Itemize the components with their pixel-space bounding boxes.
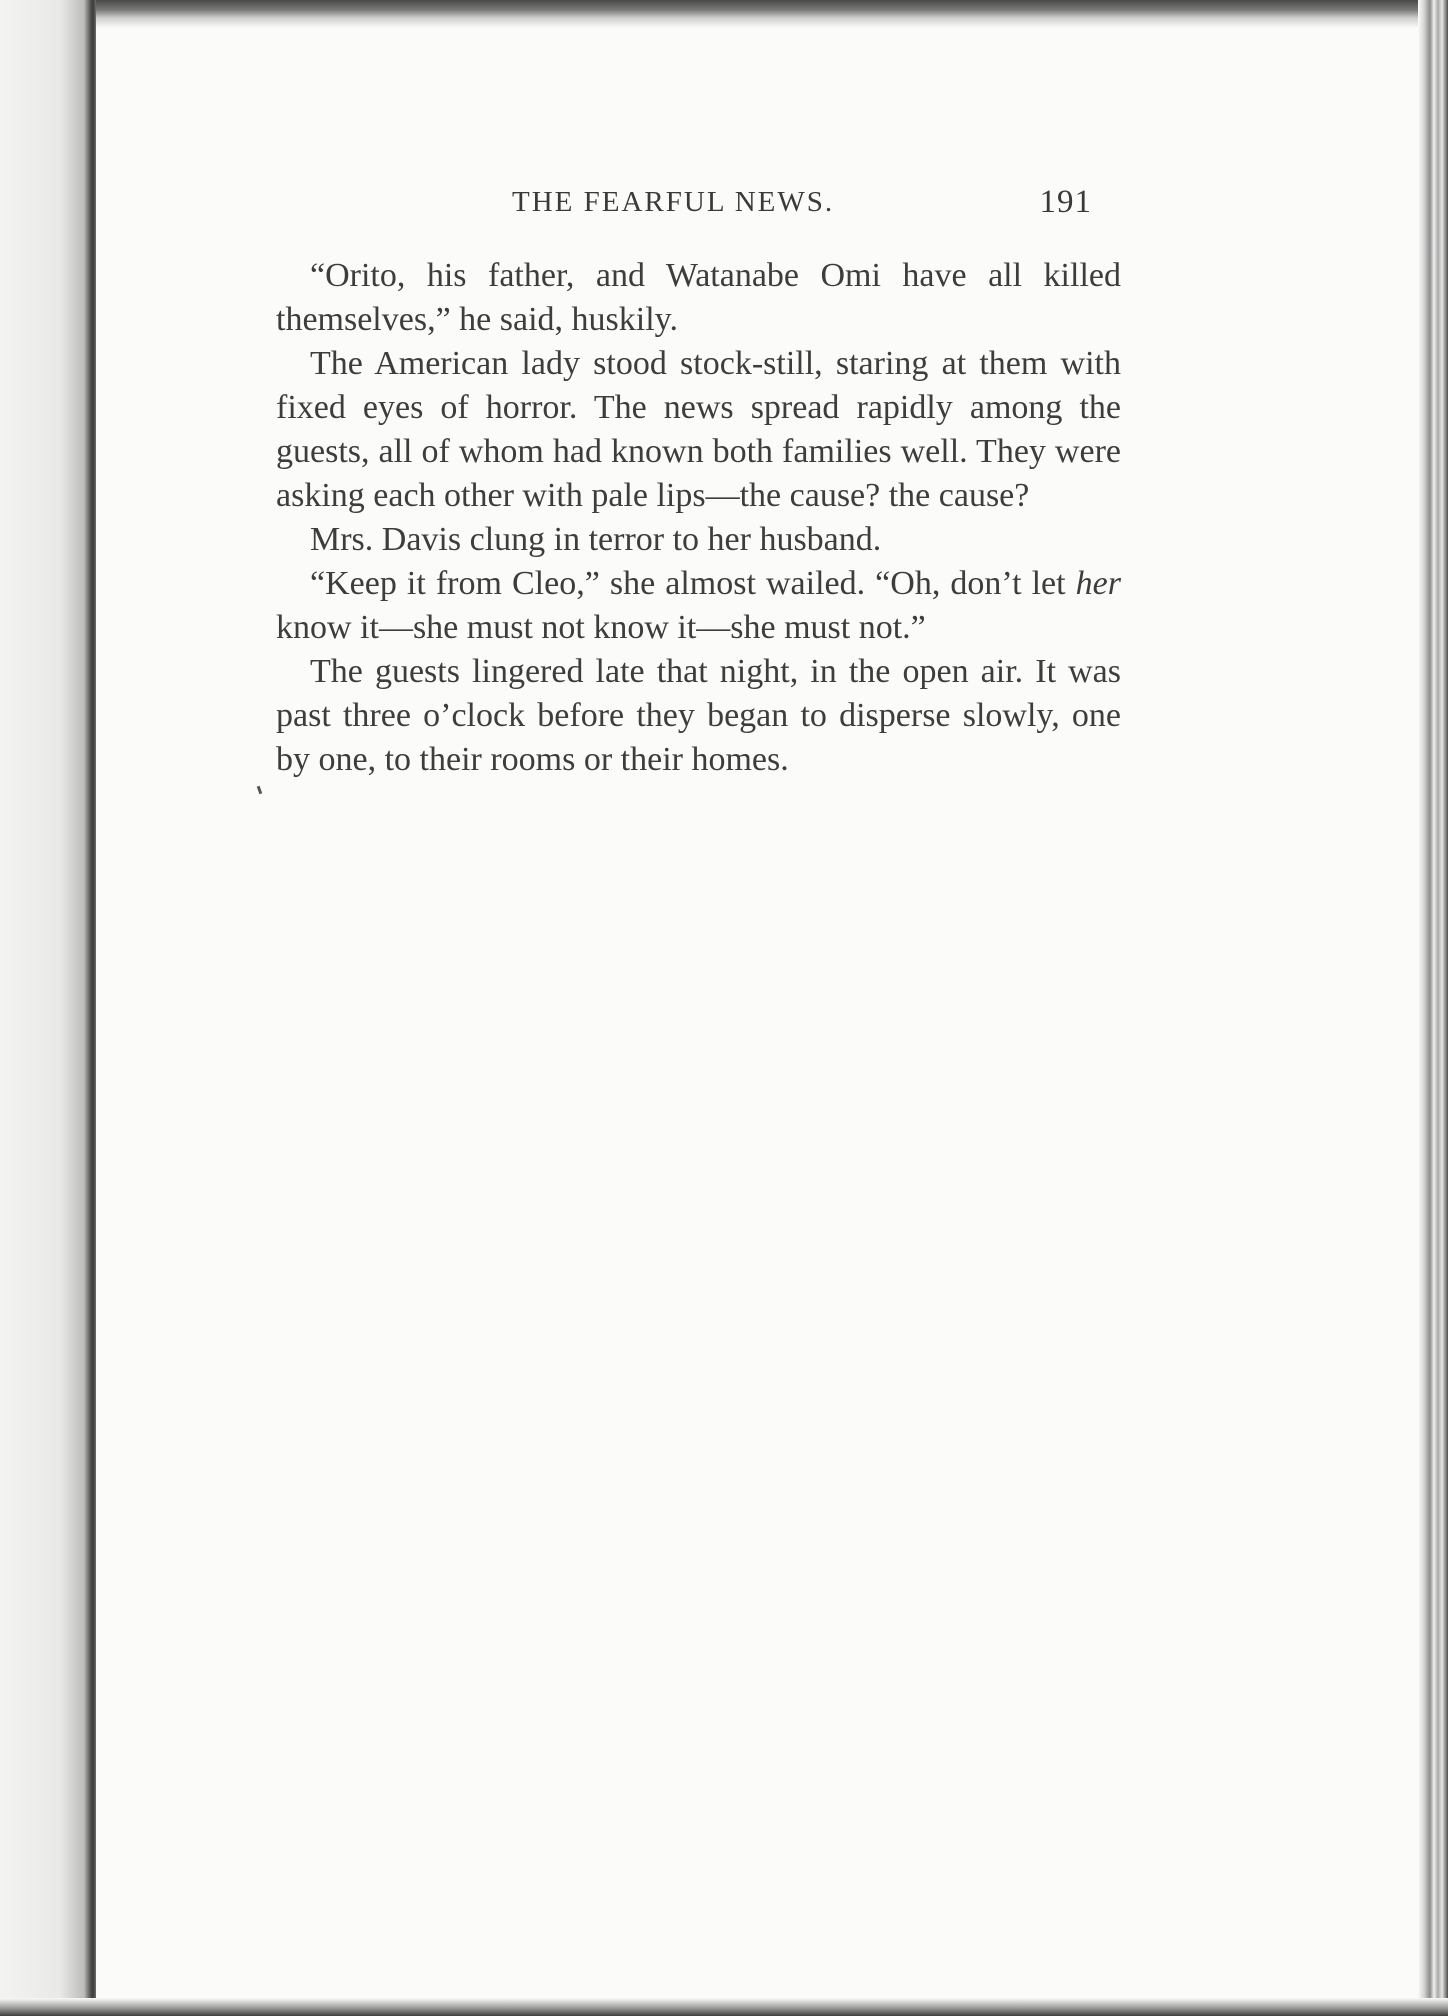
running-head	[276, 186, 1126, 236]
page-top-edge	[0, 0, 1448, 28]
scan-speck	[257, 786, 263, 795]
paragraph: Mrs. Davis clung in terror to her husband.	[310, 521, 882, 558]
binding-edge	[0, 0, 96, 2016]
body-text	[276, 254, 1121, 782]
emphasis-text: her	[1075, 565, 1121, 602]
page-number: 191	[1039, 184, 1092, 220]
paragraph: The American lady stood stock-still, staring at them with fixed eyes of horror. The news spread rapidly among the guests, all of whom had known both families well. They were asking each other with pale lips—the cause? the cause?	[276, 345, 1121, 514]
paragraph: “Orito, his father, and Watanabe Omi have all killed themselves,” he said, huskily.	[276, 257, 1121, 338]
paragraph	[276, 562, 1121, 650]
page-bottom-edge	[0, 1998, 1448, 2016]
paragraph-text: know it—she must not know it—she must not.”	[276, 609, 926, 646]
page-stack-edge	[1418, 0, 1448, 2016]
paragraph-text: “Keep it from Cleo,” she almost wailed. “Oh, don’t let	[310, 565, 1076, 602]
paragraph: The guests lingered late that night, in the open air. It was past three o’clock before they began to disperse slowly, one by one, to their rooms or their homes.	[276, 653, 1121, 778]
running-title: THE FEARFUL NEWS.	[512, 186, 835, 218]
